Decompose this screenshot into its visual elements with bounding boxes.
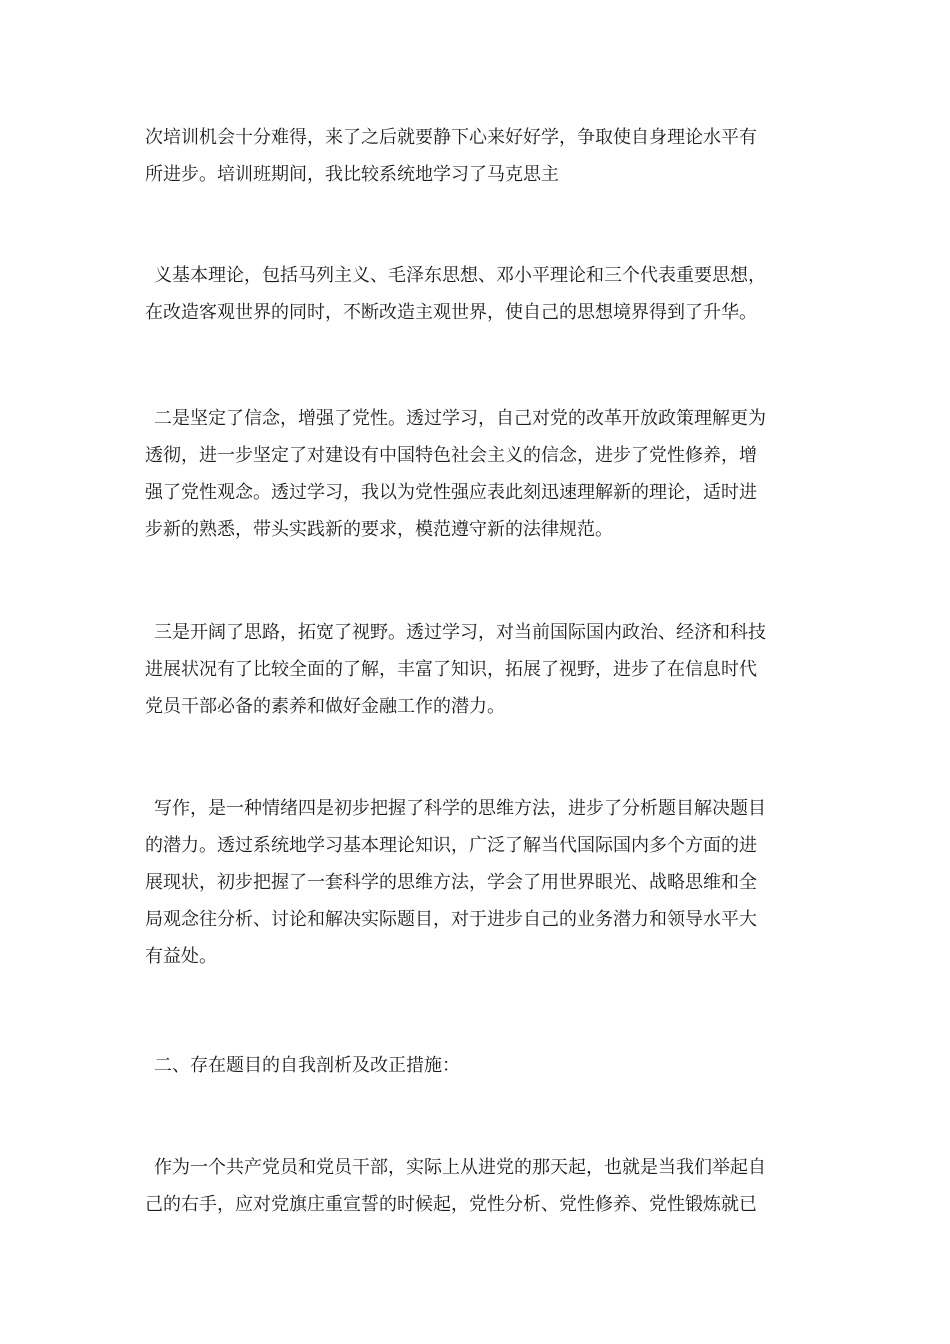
- text-line: 步新的熟悉，带头实践新的要求，模范遵守新的法律规范。: [145, 519, 613, 540]
- text-line: 展现状，初步把握了一套科学的思维方法，学会了用世界眼光、战略思维和全: [145, 872, 757, 893]
- text-line: 局观念往分析、讨论和解决实际题目，对于进步自己的业务潜力和领导水平大: [145, 909, 757, 930]
- text-line: 透彻，进一步坚定了对建设有中国特色社会主义的信念，进步了党性修养，增: [145, 445, 757, 466]
- text-line: 有益处。: [145, 946, 217, 967]
- text-line: 写作，是一种情绪四是初步把握了科学的思维方法，进步了分析题目解决题目: [154, 798, 766, 819]
- text-line: 进展状况有了比较全面的了解，丰富了知识，拓展了视野，进步了在信息时代: [145, 659, 757, 680]
- text-line: 在改造客观世界的同时，不断改造主观世界，使自己的思想境界得到了升华。: [145, 302, 757, 323]
- text-line: 二、存在题目的自我剖析及改正措施：: [154, 1055, 460, 1076]
- text-line: 义基本理论，包括马列主义、毛泽东思想、邓小平理论和三个代表重要思想，: [154, 265, 766, 286]
- paragraph-6: [145, 1149, 810, 1223]
- text-line: 三是开阔了思路，拓宽了视野。透过学习，对当前国际国内政治、经济和科技: [154, 622, 766, 643]
- paragraph-2: [145, 257, 810, 331]
- paragraph-5: [145, 790, 810, 975]
- text-line: 己的右手，应对党旗庄重宣誓的时候起，党性分析、党性修养、党性锻炼就已: [145, 1194, 757, 1215]
- text-line: 所进步。培训班期间，我比较系统地学习了马克思主: [145, 164, 559, 185]
- text-line: 党员干部必备的素养和做好金融工作的潜力。: [145, 696, 505, 717]
- text-line: 强了党性观念。透过学习，我以为党性强应表此刻迅速理解新的理论，适时进: [145, 482, 757, 503]
- text-line: 次培训机会十分难得，来了之后就要静下心来好好学，争取使自身理论水平有: [145, 127, 757, 148]
- paragraph-3: [145, 400, 810, 548]
- section-heading: [145, 1047, 810, 1084]
- text-line: 二是坚定了信念，增强了党性。透过学习，自己对党的改革开放政策理解更为: [154, 408, 766, 429]
- text-line: 的潜力。透过系统地学习基本理论知识，广泛了解当代国际国内多个方面的进: [145, 835, 757, 856]
- paragraph-1: [145, 119, 810, 193]
- text-line: 作为一个共产党员和党员干部，实际上从进党的那天起，也就是当我们举起自: [154, 1157, 766, 1178]
- paragraph-4: [145, 614, 810, 725]
